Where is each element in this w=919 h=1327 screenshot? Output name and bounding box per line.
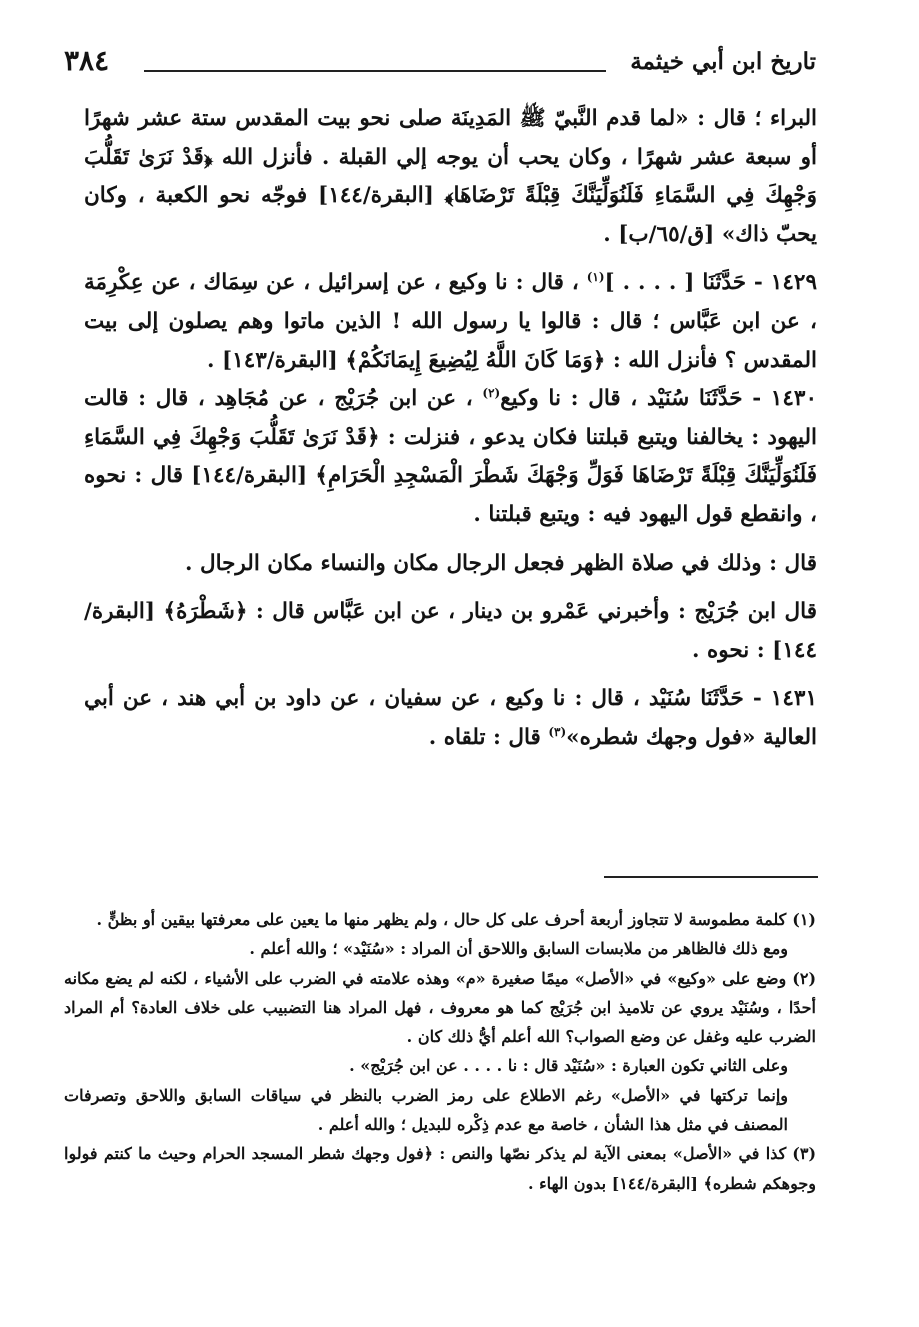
quran-verse: ﴿قَدْ نَرَىٰ تَقَلُّبَ وَجْهِكَ فِي السَّمَاءِ فَلَنُوَلِّيَنَّكَ قِبْلَةً تَرْضَاهَا فَوَلِّ وَجْهَكَ شَطْرَ الْمَسْجِدِ الْحَرَامِ﴾ xyxy=(84,424,818,489)
footnote-label: (٣) xyxy=(792,1144,817,1164)
footnote-marker-2[interactable]: (٢) xyxy=(482,386,501,400)
main-text xyxy=(84,100,817,758)
hadith-1431 xyxy=(84,680,817,757)
footnote-2 xyxy=(64,964,816,1052)
header-rule xyxy=(144,70,606,72)
footnote-1 xyxy=(64,905,816,934)
hadith-text-end: قال : تلقاه . xyxy=(428,724,549,750)
footnote-1-continuation: ومع ذلك فالظاهر من ملابسات السابق واللاحق أن المراد : «سُنَيْد» ؛ والله أعلم . xyxy=(249,939,788,959)
verse-reference: [البقرة/١٤٤] xyxy=(307,183,445,209)
footnote-3 xyxy=(64,1139,816,1198)
page-header xyxy=(64,40,816,90)
footnotes xyxy=(64,905,816,1198)
hadith-text-cont: ، قال : نا وكيع ، عن إسرائيل ، عن سِمَاك ، عن عِكْرِمَة ، عن ابن عَبَّاس ؛ قال : قالوا يا رسول الله ! الذين ماتوا وهم يصلون إلى بيت المقدس ؟ فأنزل الله : xyxy=(84,270,817,373)
footnote-label: (١) xyxy=(792,910,816,929)
hadith-number: ١٤٣٠ - حَدَّثَنَا xyxy=(698,386,817,412)
hadith-number: ١٤٢٩ - حَدَّثَنَا xyxy=(702,270,817,296)
hadith-text: سُنَيْد ، قال : نا وكيع ، عن سفيان ، عن داود بن أبي هند ، عن أبي العالية xyxy=(84,686,817,750)
verse-reference: [البقرة/١٤٣] . xyxy=(206,347,346,373)
paragraph-1-text-end: فوجّه نحو الكعبة ، وكان يحبّ ذاك» [ق/٦٥/ب] . xyxy=(84,183,817,247)
hadith-1430 xyxy=(84,380,817,534)
running-book-title: تاريخ ابن أبي خيثمة xyxy=(630,48,816,75)
footnote-2-continuation-1: وعلى الثاني تكون العبارة : «سُنَيْد قال : نا . . . . عن ابن جُرَيْج» . xyxy=(349,1056,788,1076)
footnote-text: كلمة مطموسة لا تتجاوز أربعة أحرف على كل حال ، ولم يظهر منها ما يعين على معرفتها بيقين أو بظنٍّ . xyxy=(96,910,787,929)
footnote-label: (٢) xyxy=(792,968,817,988)
hadith-text-cont: ، عن ابن جُرَيْج ، عن مُجَاهِد ، قال : قالت اليهود : يخالفنا ويتبع قبلتنا فكان يدعو ، فنزلت : xyxy=(84,386,818,450)
paragraph-1 xyxy=(84,100,817,254)
quoted-phrase: «فول وجهك شطره» xyxy=(566,724,756,750)
hadith-text: [ . . . . ] xyxy=(604,270,703,296)
verse-reference: [البقرة/١٤٤] xyxy=(84,599,817,663)
paragraph-text: قال ابن جُرَيْج : وأخبرني عَمْرو بن دينار ، عن ابن عَبَّاس قال : xyxy=(247,599,817,625)
footnote-marker-1[interactable]: (١) xyxy=(586,270,605,285)
hadith-text: سُنَيْد ، قال : نا وكيع xyxy=(500,386,699,412)
verse-reference: [البقرة/١٤٤] xyxy=(183,463,316,489)
hadith-number: ١٤٣١ - حَدَّثَنَا xyxy=(700,686,817,712)
footnote-text: كذا في «الأصل» بمعنى الآية لم يذكر نصّها والنص : ﴿فول وجهك شطر المسجد الحرام وحيث ما كنتم فولوا وجوهكم شطره﴾ [البقرة/١٤٤] بدون الهاء . xyxy=(64,1144,816,1193)
quran-verse: ﴿شَطْرَهُ﴾ xyxy=(163,599,248,625)
footnote-2-continuation-2: وإنما تركتها في «الأصل» رغم الاطلاع على رمز الضرب بالنظر في سياقات السابق واللاحق وتصرفات المصنف في مثل هذا الشأن ، خاصة مع عدم ذِكْره للبديل ؛ والله أعلم . xyxy=(64,1085,788,1135)
paragraph-text-end: : نحوه . xyxy=(692,637,765,663)
footnote-text: وضع على «وكيع» في «الأصل» ميمًا صغيرة «م» وهذه علامته في الضرب على الأشياء ، لكنه لم يضع مكانه أحدًا ، وسُنَيْد يروي عن تلاميذ ابن جُرَيْج كما هو معروف ، فهل المراد هنا التضبيب على خلاف العادة؟ أم المراد الضرب عليه وغفل عن وضع الصواب؟ الله أعلم أيُّ ذلك كان . xyxy=(64,968,817,1047)
paragraph-ibn-jurayj xyxy=(84,593,817,670)
page-number: ٣٨٤ xyxy=(64,44,110,77)
paragraph-1-text: البراء ؛ قال : «لما قدم النَّبيّ ﷺ المَدِينَة صلى نحو بيت المقدس ستة عشر شهرًا أو سبعة عشر شهرًا ، وكان يحب أن يوجه إلي القبلة . فأنزل الله xyxy=(84,106,817,170)
hadith-1429 xyxy=(84,264,817,380)
quran-verse: ﴿قَدْ نَرَىٰ تَقَلُّبَ وَجْهِكَ فِي السَّمَاءِ فَلَنُوَلِّيَنَّكَ قِبْلَةً تَرْضَاهَا﴾ xyxy=(84,144,817,209)
hadith-text-end: قال : نحوه ، وانقطع قول اليهود فيه : ويتبع قبلتنا . xyxy=(84,463,817,527)
footnote-separator xyxy=(604,876,818,878)
paragraph-narration-note: قال : وذلك في صلاة الظهر فجعل الرجال مكان والنساء مكان الرجال . xyxy=(184,550,817,576)
footnote-marker-3[interactable]: (٣) xyxy=(548,724,567,739)
quran-verse: ﴿وَمَا كَانَ اللَّهُ لِيُضِيعَ إِيمَانَكُمْ﴾ xyxy=(345,347,606,373)
